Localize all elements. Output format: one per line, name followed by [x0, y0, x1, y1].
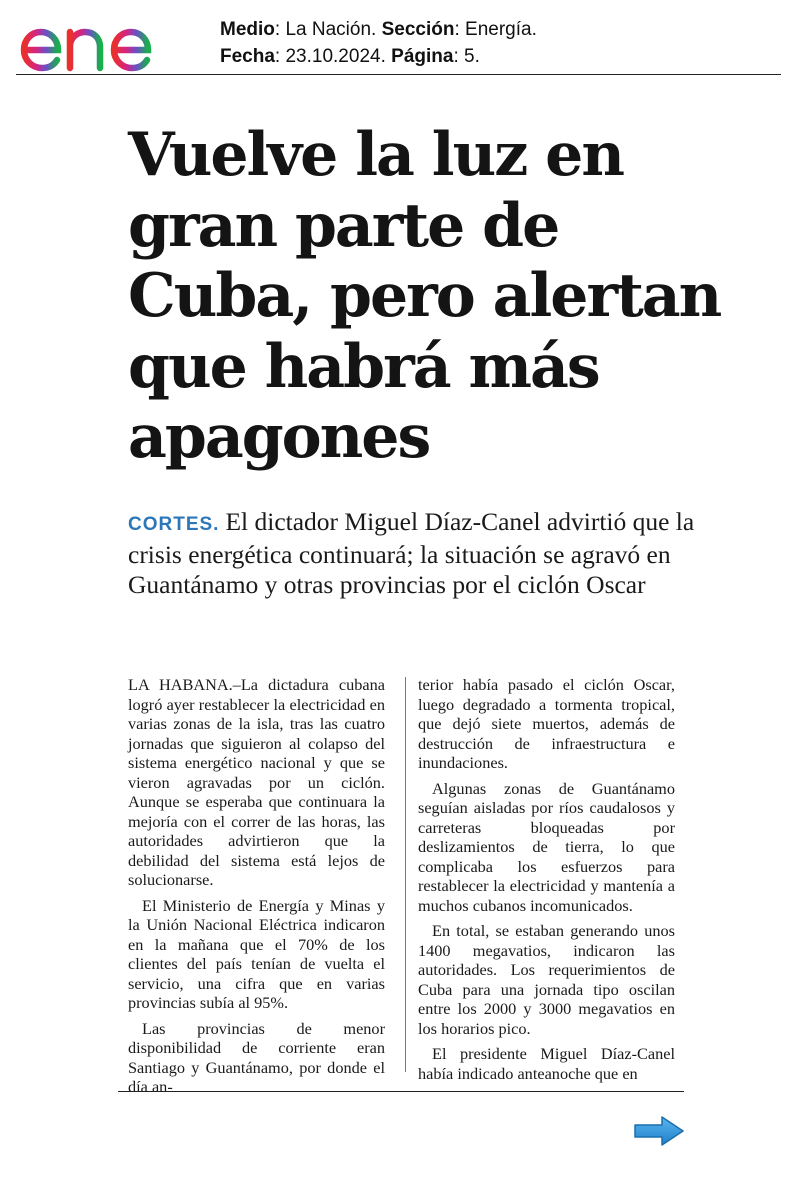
pagina-value: 5 [464, 46, 475, 67]
meta-line-2: Fecha: 23.10.2024. Página: 5. [220, 46, 480, 67]
column-divider [405, 677, 406, 1072]
paragraph: LA HABANA.–La dictadura cubana logró ayer restablecer la electricidad en varias zonas de la isla, tras las cuatro jornadas que siguieron al colapso del sistema energético nacional y que se vieron agravadas por un ciclón. Aunque se esperaba que continuara la mejoría con el correr de las horas, las autoridades advirtieron que la debilidad del sistema está lejos de solucionarse. [128, 675, 385, 889]
deck-text: El dictador Miguel Díaz-Canel advirtió que la crisis energética continuará; la situación se agravó en Guantánamo y otras provincias por el ciclón Oscar [128, 507, 695, 599]
paragraph: terior había pasado el ciclón Oscar, luego degradado a tormenta tropical, que dejó siete muertos, además de destrucción de infraestructura e inundaciones. [418, 675, 675, 772]
meta-line-1: Medio: La Nación. Sección: Energía. [220, 19, 537, 40]
fecha-label: Fecha [220, 46, 275, 67]
seccion-label: Sección [381, 19, 455, 40]
fecha-value: 23.10.2024 [285, 46, 381, 67]
paragraph: Algunas zonas de Guantánamo seguían aisladas por ríos caudalosos y carreteras bloqueadas por deslizamientos de tierra, lo que complicaba los esfuerzos para restablecer la electricidad y mantenía a muchos cubanos incomunicados. [418, 778, 675, 915]
paragraph: El Ministerio de Energía y Minas y la Unión Nacional Eléctrica indicaron en la mañana que el 70% de los clientes del país tenían de vuelta el servicio, una cifra que en varias provincias subía al 95%. [128, 895, 385, 1012]
seccion-value: Energía [465, 19, 532, 40]
paragraph: En total, se estaban generando unos 1400 megavatios, indicaron las autoridades. Los requerimientos de Cuba para una jornada tipo oscilan entre los 2000 y 3000 megavatios en los horarios pico. [418, 921, 675, 1038]
paragraph: El presidente Miguel Díaz-Canel había indicado anteanoche que en [418, 1044, 675, 1083]
medio-label: Medio [220, 19, 275, 40]
source-meta [220, 16, 537, 70]
pagina-label: Página [391, 46, 454, 67]
article-column-1 [128, 675, 385, 1103]
enel-logo [18, 6, 190, 72]
arrow-right-icon[interactable] [632, 1114, 686, 1148]
header-divider [16, 74, 781, 75]
article-headline: Vuelve la luz en gran parte de Cuba, pero alertan que habrá más apagones [128, 120, 721, 472]
paragraph: Las provincias de menor disponibilidad de corriente eran Santiago y Guantánamo, por donde el día an- [128, 1018, 385, 1096]
article-column-2 [418, 675, 675, 1089]
footer-divider [118, 1091, 684, 1092]
article-deck [128, 507, 728, 599]
article-kicker: CORTES. [128, 514, 220, 535]
medio-value: La Nación [285, 19, 372, 40]
